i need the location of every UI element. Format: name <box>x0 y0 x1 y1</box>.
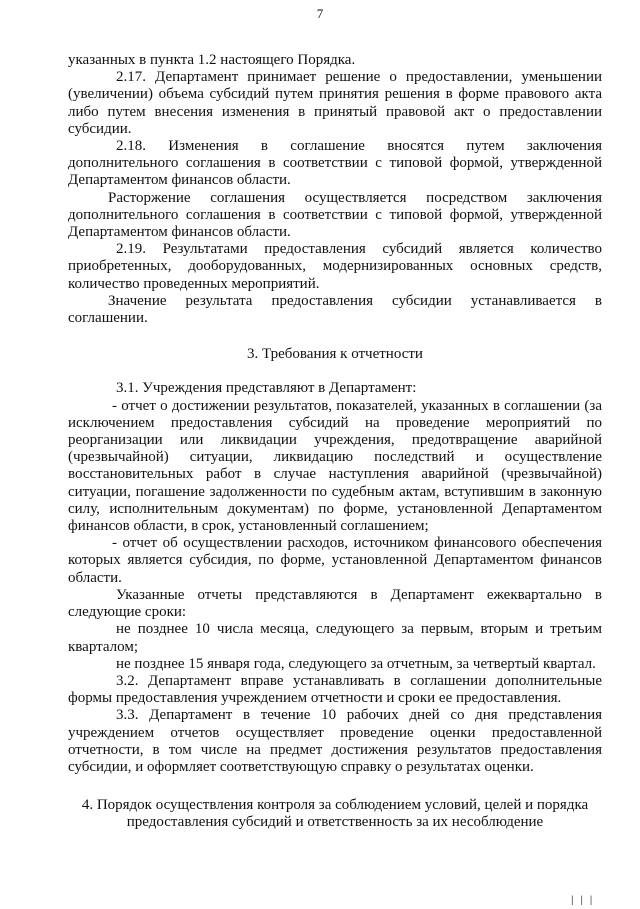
paragraph-result-value: Значение результата предоставления субсидии устанавливается в соглашении. <box>68 292 602 327</box>
paragraph-3-1: 3.1. Учреждения представляют в Департамент: <box>116 380 417 397</box>
paragraph-report-results: - отчет о достижении результатов, показателей, указанных в соглашении (за исключением предоставления субсидий на проведение мероприятий по реорганизации или ликвидации учреждения, предотвращение аварийной (чрезвычайной) ситуации, ликвидацию последствий и осуществление восстановительных работ в случае наступления аварийной (чрезвычайной) ситуации, погашение задолженности по судебным актам, вступившим в законную силу, исполнительным документам) по форме, установленной Департаментом финансов области, в срок, установленный соглашением; <box>68 397 602 535</box>
section-4-heading-line2: предоставления субсидий и ответственность за их несоблюдение <box>126 814 544 831</box>
paragraph-2-19: 2.19. Результатами предоставления субсидий является количество приобретенных, дооборудованных, модернизированных основных средств, количество проведенных мероприятий. <box>68 241 602 292</box>
paragraph-continuation: указанных в пункта 1.2 настоящего Порядка. <box>68 52 356 68</box>
paragraph-term-annual: не позднее 15 января года, следующего за отчетным, за четвертый квартал. <box>116 655 596 672</box>
page-number: 7 <box>316 6 324 21</box>
paragraph-report-expenses: - отчет об осуществлении расходов, источником финансового обеспечения которых является субсидия, по форме, установленной Департаментом финансов области. <box>68 535 602 586</box>
document-body <box>68 52 602 832</box>
section-3-heading: 3. Требования к отчетности <box>247 346 423 363</box>
paragraph-3-2: 3.2. Департамент вправе устанавливать в соглашении дополнительные формы предоставления учреждением отчетности и сроки ее предоставления. <box>68 672 602 707</box>
paragraph-2-18: 2.18. Изменения в соглашение вносятся путем заключения дополнительного соглашения в соответствии с типовой формой, утвержденной Департаментом финансов области. <box>68 138 602 189</box>
paragraph-3-3: 3.3. Департамент в течение 10 рабочих дней со дня представления учреждением отчетов осуществляет проведение оценки предоставленной отчетности, в том числе на предмет достижения результатов предоставления субсидии, и оформляет соответствующую справку о результатах оценки. <box>68 707 602 775</box>
paragraph-reporting-terms: Указанные отчеты представляются в Департамент ежеквартально в следующие сроки: <box>68 586 602 621</box>
section-4-heading-line1: 4. Порядок осуществления контроля за соблюдением условий, целей и порядка <box>81 797 589 814</box>
paragraph-termination: Расторжение соглашения осуществляется посредством заключения дополнительного соглашения в соответствии с типовой формой, утвержденной Департаментом финансов области. <box>68 189 602 241</box>
paragraph-2-17: 2.17. Департамент принимает решение о предоставлении, уменьшении (увеличении) объема субсидий путем принятия решения в форме правового акта либо путем внесения изменения в принятый правовой акт о предоставлении субсидии. <box>68 69 602 137</box>
paragraph-term-quarterly: не позднее 10 числа месяца, следующего за первым, вторым и третьим кварталом; <box>68 621 602 655</box>
footer-mark: | | | <box>571 895 595 906</box>
